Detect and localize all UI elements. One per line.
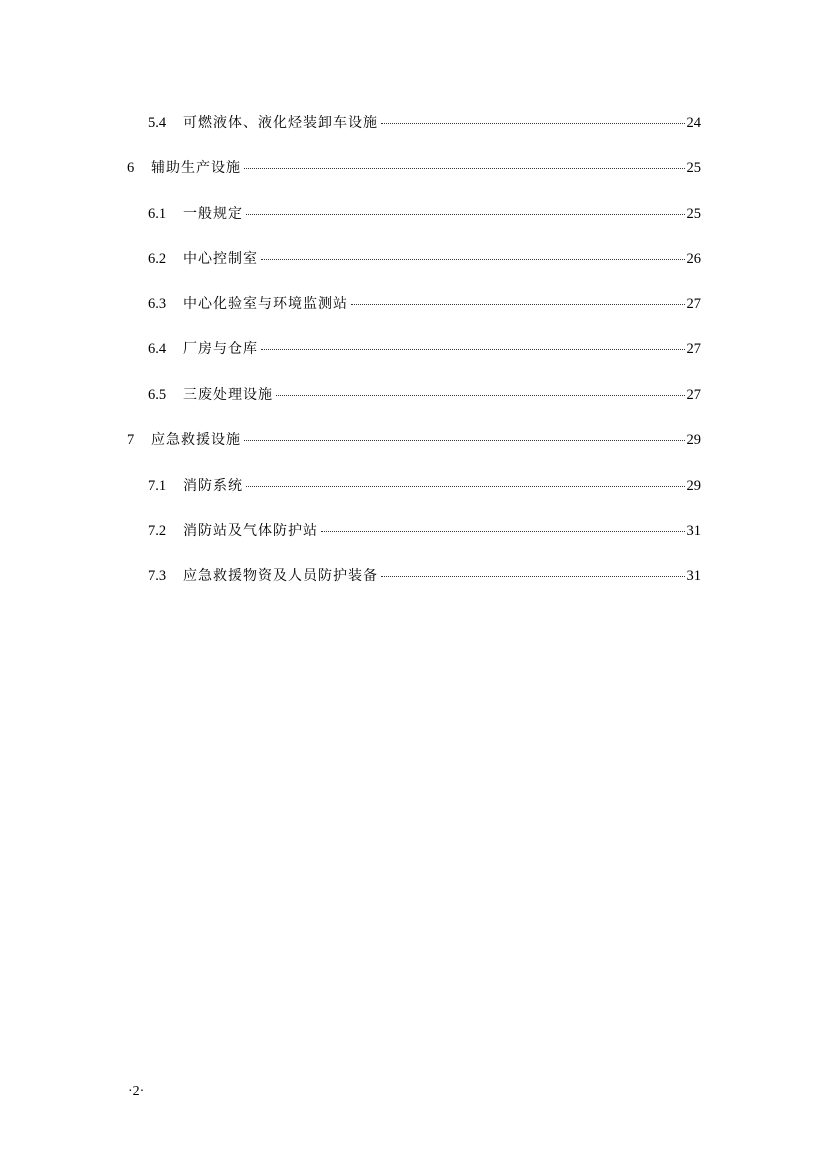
toc-entry-title: 可燃液体、液化烃装卸车设施 bbox=[183, 115, 378, 131]
toc-dot-leader bbox=[261, 349, 685, 350]
toc-entry-number: 7.3 bbox=[148, 568, 167, 584]
toc-dot-leader bbox=[244, 440, 685, 441]
toc-entry-number: 6.1 bbox=[148, 206, 167, 222]
toc-dot-leader bbox=[351, 304, 685, 305]
toc-entry-title: 消防系统 bbox=[183, 478, 243, 494]
toc-dot-leader bbox=[246, 486, 685, 487]
toc-entry-page: 31 bbox=[686, 523, 701, 539]
toc-entry-number: 5.4 bbox=[148, 115, 167, 131]
toc-entry-title: 厂房与仓库 bbox=[183, 341, 258, 357]
toc-entry-number: 6.2 bbox=[148, 251, 167, 267]
toc-entry-6-2[interactable] bbox=[148, 249, 701, 269]
toc-entry-number: 6.5 bbox=[148, 387, 167, 403]
toc-entry-number: 6.3 bbox=[148, 296, 167, 312]
toc-entry-number: 7.2 bbox=[148, 523, 167, 539]
toc-entry-page: 27 bbox=[686, 387, 701, 403]
toc-entry-title: 消防站及气体防护站 bbox=[183, 523, 318, 539]
toc-entry-6[interactable] bbox=[127, 158, 701, 178]
toc-entry-title: 辅助生产设施 bbox=[151, 160, 241, 176]
toc-entry-page: 27 bbox=[686, 296, 701, 312]
toc-entry-page: 25 bbox=[686, 206, 701, 222]
toc-entry-6-1[interactable] bbox=[148, 204, 701, 224]
toc-entry-title: 中心化验室与环境监测站 bbox=[183, 296, 348, 312]
toc-entry-6-5[interactable] bbox=[148, 385, 701, 405]
toc-entry-title: 中心控制室 bbox=[183, 251, 258, 267]
toc-dot-leader bbox=[381, 576, 685, 577]
toc-entry-7[interactable] bbox=[127, 430, 701, 450]
toc-entry-page: 31 bbox=[686, 568, 701, 584]
toc-dot-leader bbox=[381, 123, 685, 124]
toc-entry-page: 29 bbox=[686, 478, 701, 494]
toc-dot-leader bbox=[244, 168, 685, 169]
toc-entry-number: 6 bbox=[127, 160, 135, 176]
toc-entry-page: 25 bbox=[686, 160, 701, 176]
toc-entry-page: 24 bbox=[686, 115, 701, 131]
toc-entry-title: 三废处理设施 bbox=[183, 387, 273, 403]
toc-entry-page: 29 bbox=[686, 432, 701, 448]
toc-entry-7-2[interactable] bbox=[148, 521, 701, 541]
toc-entry-number: 6.4 bbox=[148, 341, 167, 357]
toc-entry-7-3[interactable] bbox=[148, 566, 701, 586]
toc-entry-title: 一般规定 bbox=[183, 206, 243, 222]
toc-entry-page: 26 bbox=[686, 251, 701, 267]
toc-entry-6-4[interactable] bbox=[148, 339, 701, 359]
toc-dot-leader bbox=[261, 259, 685, 260]
toc-dot-leader bbox=[276, 395, 685, 396]
page-number: ·2· bbox=[128, 1084, 145, 1099]
toc-entry-page: 27 bbox=[686, 341, 701, 357]
toc-entry-number: 7 bbox=[127, 432, 135, 448]
toc-entry-title: 应急救援设施 bbox=[151, 432, 241, 448]
toc-entry-title: 应急救援物资及人员防护装备 bbox=[183, 568, 378, 584]
toc-entry-number: 7.1 bbox=[148, 478, 167, 494]
toc-dot-leader bbox=[246, 214, 685, 215]
toc-entry-5-4[interactable] bbox=[148, 113, 701, 133]
toc-entry-6-3[interactable] bbox=[148, 294, 701, 314]
toc-dot-leader bbox=[321, 531, 685, 532]
toc-entry-7-1[interactable] bbox=[148, 476, 701, 496]
